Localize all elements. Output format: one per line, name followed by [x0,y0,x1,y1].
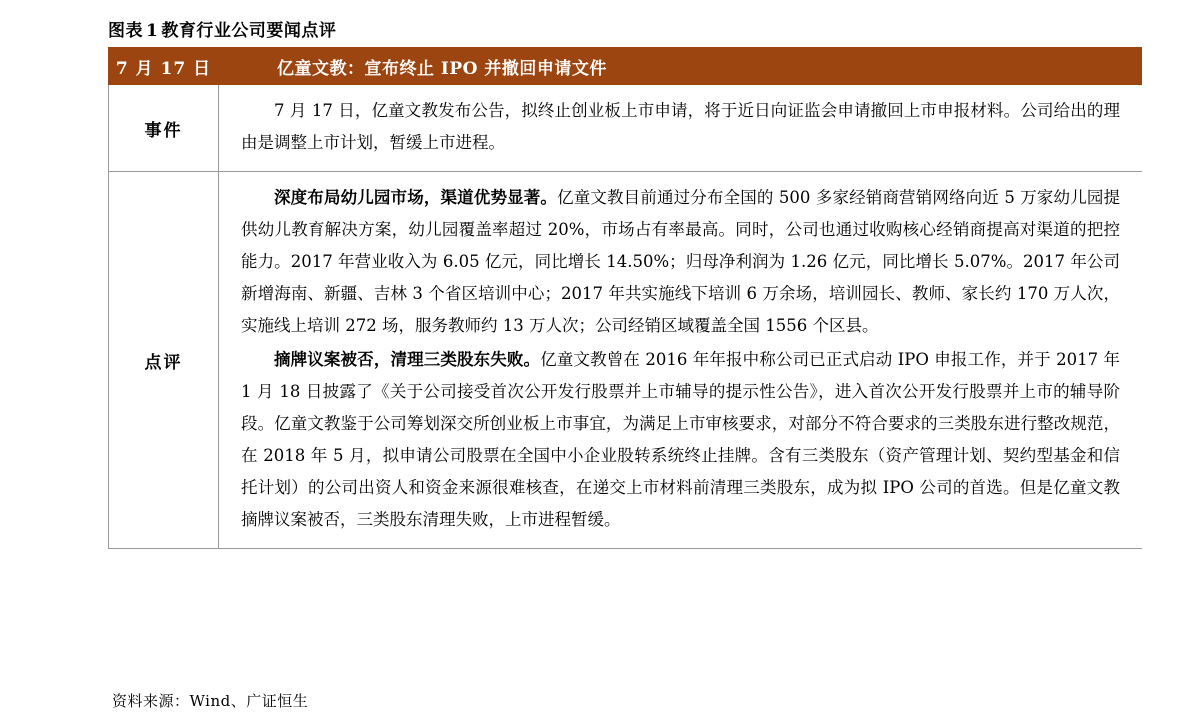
comment-paragraph-1: 深度布局幼儿园市场，渠道优势显著。亿童文教目前通过分布全国的 500 多家经销商营销网络向近 5 万家幼儿园提供幼儿教育解决方案，幼儿园覆盖率超过 20%，市场占有率最高。同时，公司也通过收购核心经销商提高对渠道的把控能力。2017 年营业收入为 6.05 亿元，同比增长 14.50%；归母净利润为 1.26 亿元，同比增长 5.07%。2017 年公司新增海南、新疆、吉林 3 个省区培训中心；2017 年共实施线下培训 6 万余场，培训园长、教师、家长约 170 万人次，实施线上培训 272 场，服务教师约 13 万人次；公司经销区域覆盖全国 1556 个区县。 [241,188,1120,335]
comment-paragraph-2: 摘牌议案被否，清理三类股东失败。亿童文教曾在 2016 年年报中称公司已正式启动 IPO 申报工作，并于 2017 年 1 月 18 日披露了《关于公司接受首次公开发行股票并上市辅导的提示性公告》，进入首次公开发行股票并上市的辅导阶段。亿童文教鉴于公司筹划深交所创业板上市事宜，为满足上市审核要求，对部分不符合要求的三类股东进行整改规范，在 2018 年 5 月，拟申请公司股票在全国中小企业股转系统终止挂牌。含有三类股东（资产管理计划、契约型基金和信托计划）的公司出资人和资金来源很难核查，在递交上市材料前清理三类股东，成为拟 IPO 公司的首选。但是亿童文教摘牌议案被否，三类股东清理失败，上市进程暂缓。 [241,350,1121,529]
row-label-event: 事件 [109,85,219,172]
comment-lead-bold: 摘牌议案被否，清理三类股东失败。 [274,350,541,369]
row-label-comment: 点评 [109,172,219,549]
figure-caption-number: 1 [146,21,159,41]
news-comment-table [108,47,1143,549]
header-date-cell: 7 月 17 日 [109,48,219,85]
figure-caption-prefix: 图表 [108,21,143,41]
row-body-comment [219,172,1143,549]
table-header-row [109,48,1143,85]
event-paragraph: 7 月 17 日，亿童文教发布公告，拟终止创业板上市申请，将于近日向证监会申请撤回上市申报材料。公司给出的理由是调整上市计划，暂缓上市进程。 [241,101,1120,152]
header-title-cell: 亿童文教：宣布终止 IPO 并撤回申请文件 [219,48,1143,85]
table-row [109,172,1143,549]
source-note: 资料来源：Wind、广证恒生 [112,692,309,710]
comment-lead-bold: 深度布局幼儿园市场，渠道优势显著。 [274,188,558,207]
figure-caption [108,16,336,41]
table-row [109,85,1143,172]
page-right-margin [1142,0,1191,728]
row-body-event [219,85,1143,172]
figure-caption-title: 教育行业公司要闻点评 [161,21,337,41]
